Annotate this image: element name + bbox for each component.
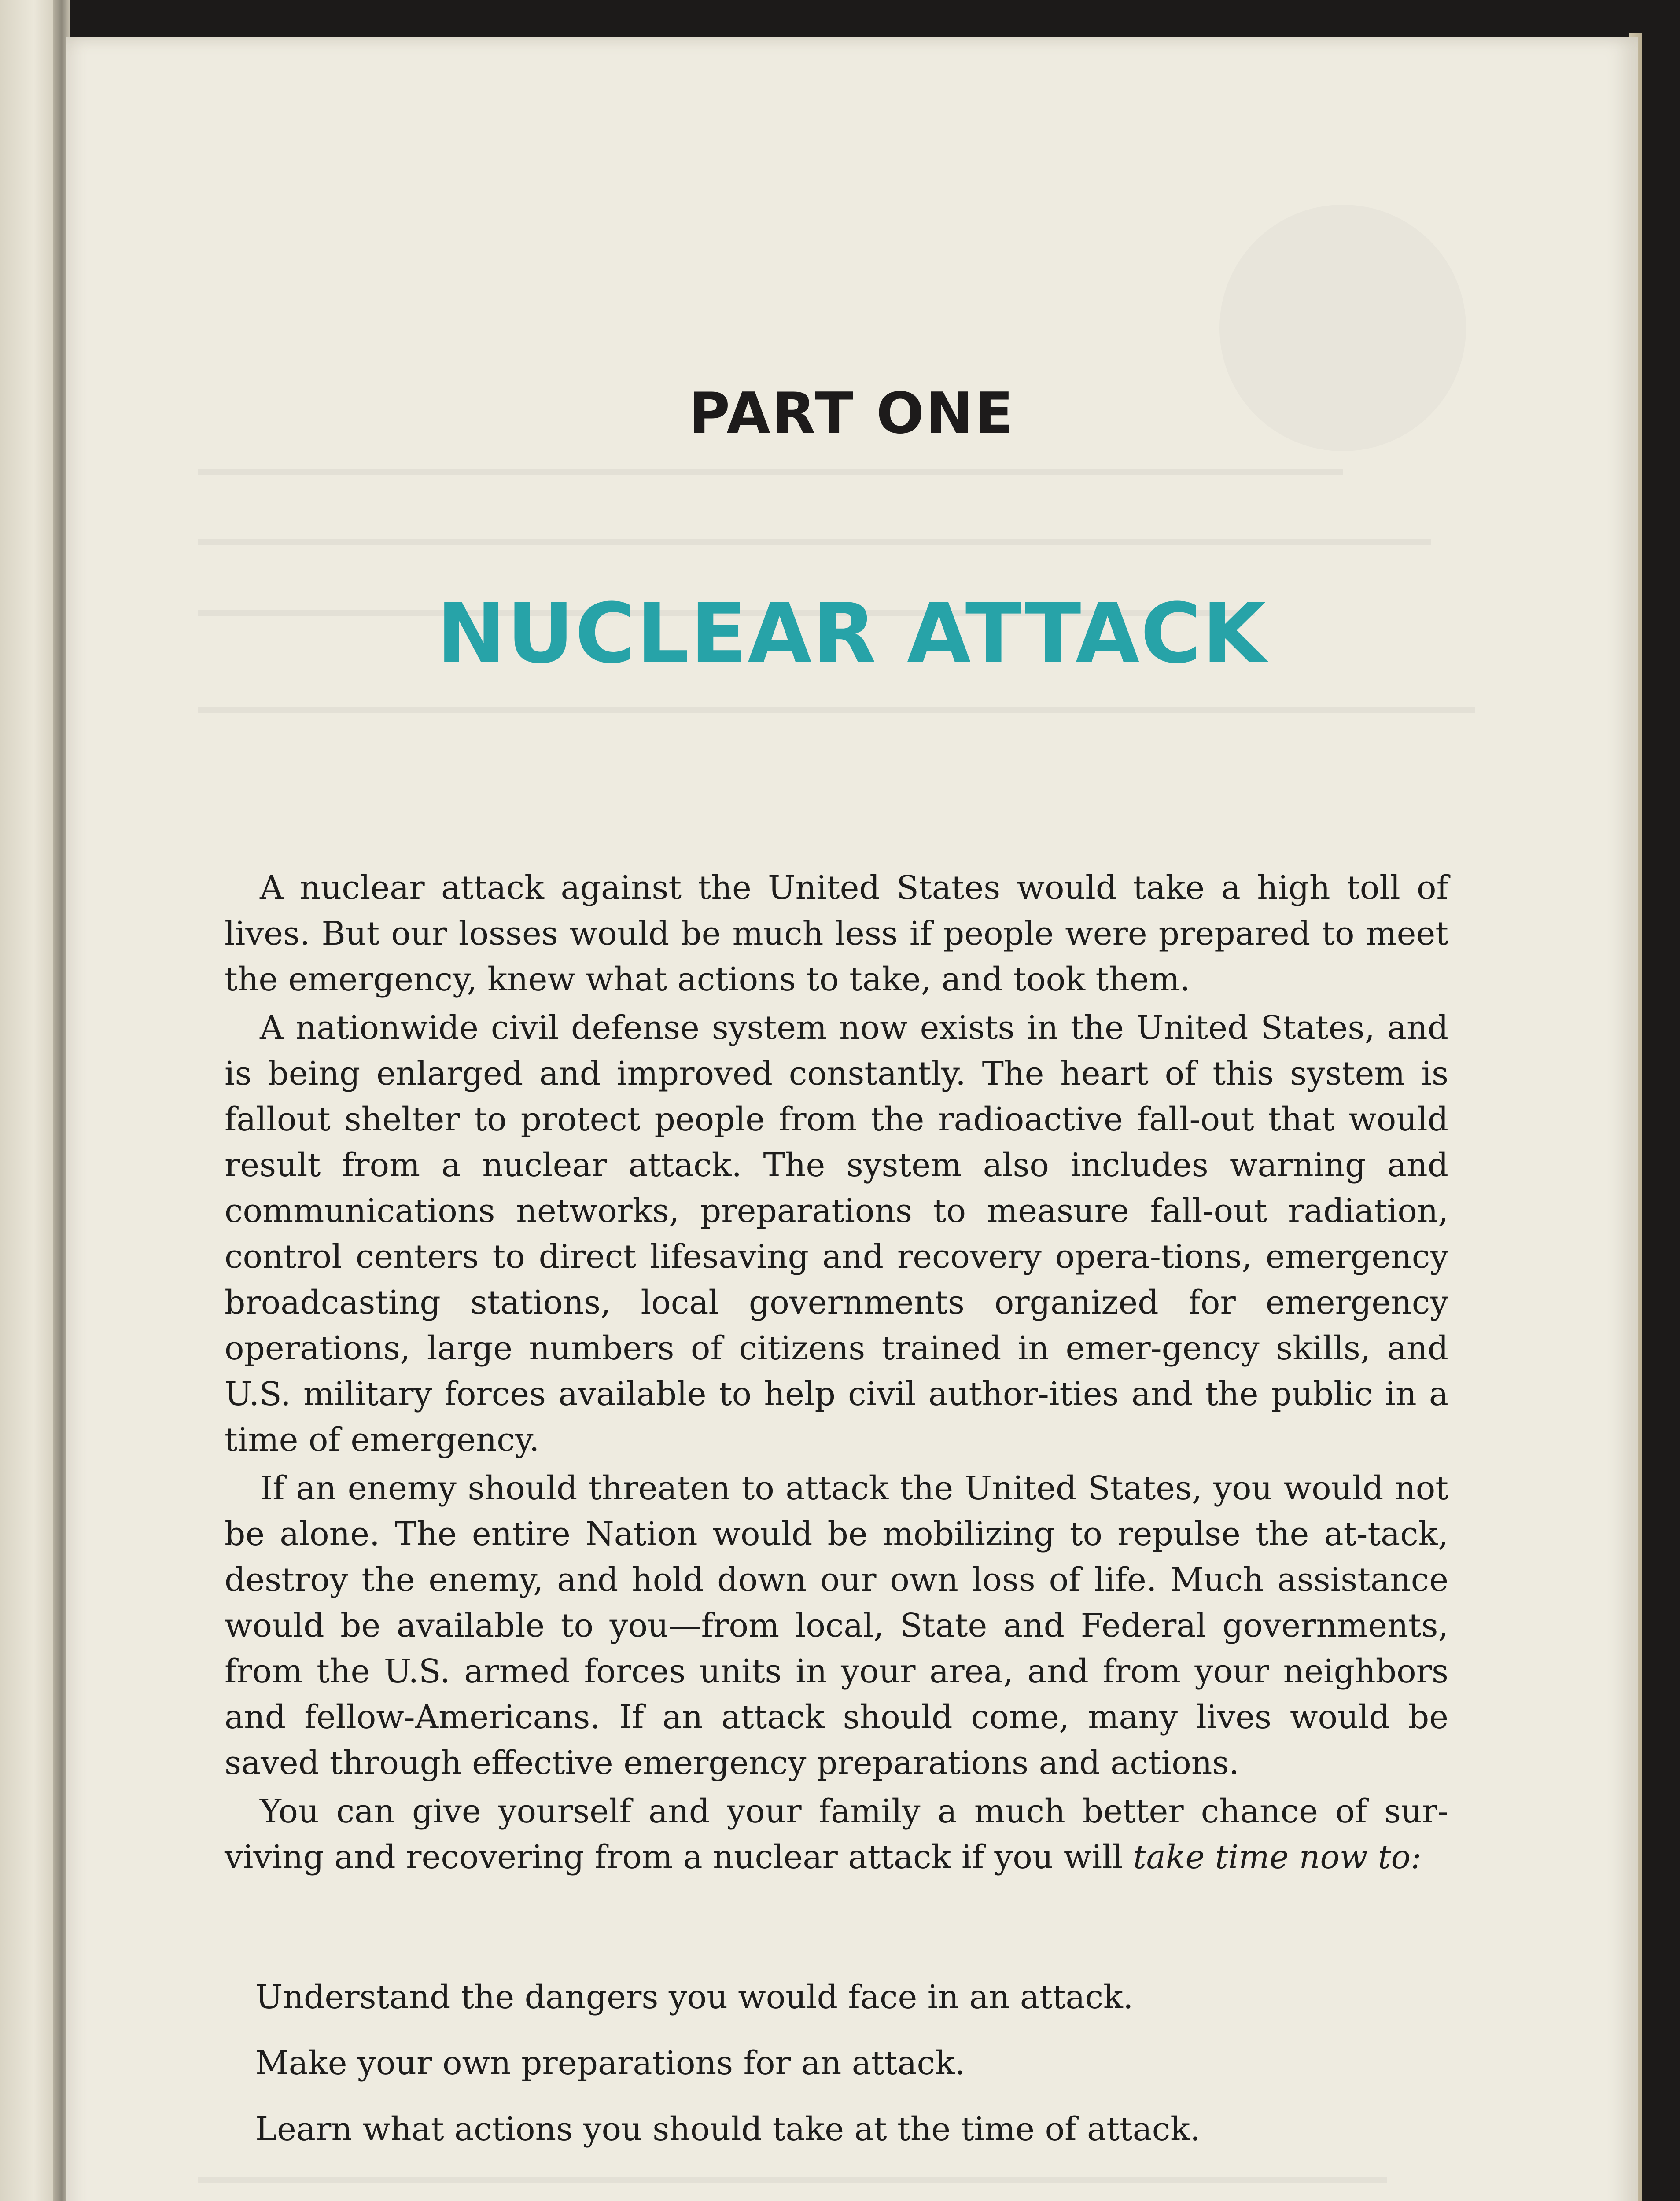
action-list bbox=[255, 1974, 1444, 2172]
bleed-line bbox=[198, 707, 1475, 713]
chapter-title: NUCLEAR ATTACK bbox=[436, 585, 1267, 682]
body-text bbox=[225, 865, 1448, 1883]
paragraph-4 bbox=[225, 1789, 1448, 1880]
list-item: Make your own preparations for an attack. bbox=[255, 2044, 965, 2082]
left-page-edge bbox=[0, 0, 62, 2201]
paragraph-1: A nuclear attack against the United States would take a high toll of lives. But our losses would be much less if people were prepared to meet the emergency, knew what actions to take, and took them. bbox=[225, 869, 1448, 998]
paragraph-4-emphasis: take time now to: bbox=[1133, 1838, 1422, 1876]
bleed-line bbox=[198, 539, 1431, 545]
list-item: Learn what actions you should take at the time of attack. bbox=[255, 2110, 1201, 2148]
part-title: PART ONE bbox=[689, 381, 1015, 446]
list-item: Understand the dangers you would face in an attack. bbox=[255, 1978, 1134, 2016]
paragraph-4-text: You can give yourself and your family a much better chance of sur-viving and recovering from a nuclear attack if you will bbox=[225, 1792, 1448, 1876]
paragraph-2: A nationwide civil defense system now exists in the United States, and is being enlarged and improved constantly. The heart of this system is fallout shelter to protect people from the radioactive fall-out that would result from a nuclear attack. The system also includes warning and communications networks, preparations to measure fall-out radiation, control centers to direct lifesaving and recovery opera-tions, emergency broadcasting stations, local governments organized for emergency operations, large numbers of citizens trained in emer-gency skills, and U.S. military forces available to help civil author-ities and the public in a time of emergency. bbox=[225, 1009, 1448, 1459]
bleed-line bbox=[198, 469, 1343, 475]
book-page bbox=[66, 37, 1638, 2201]
paragraph-3: If an enemy should threaten to attack the United States, you would not be alone. The entire Nation would be mobilizing to repulse the at-tack, destroy the enemy, and hold down our own loss of life. Much assistance would be available to you—from local, State and Federal governments, from the U.S. armed forces units in your area, and from your neighbors and fellow-Americans. If an attack should come, many lives would be saved through effective emergency preparations and actions. bbox=[225, 1469, 1448, 1782]
bleed-line bbox=[198, 2177, 1387, 2183]
